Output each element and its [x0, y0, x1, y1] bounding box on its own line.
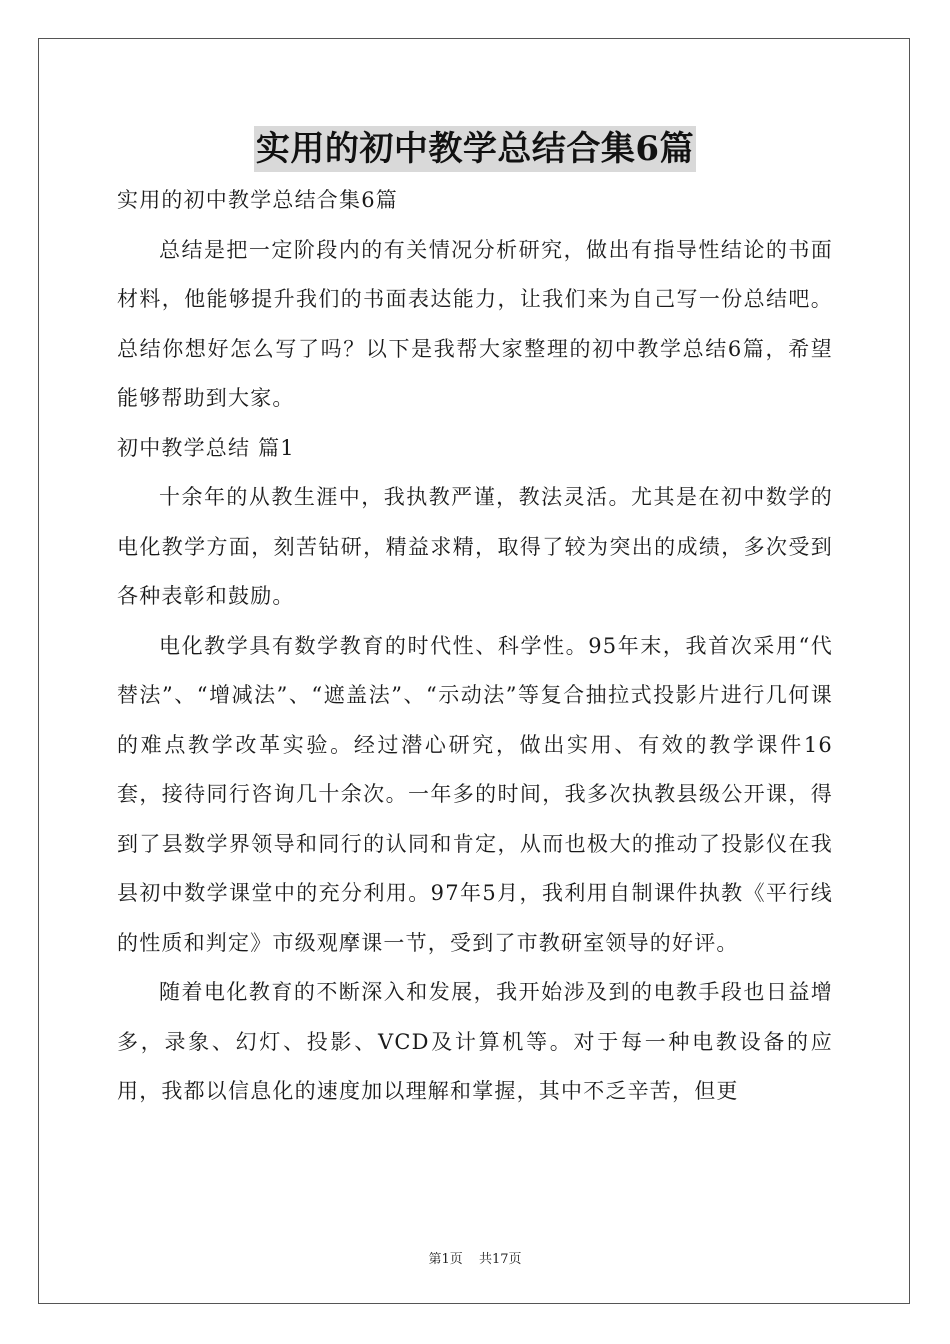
document-body — [117, 176, 833, 1117]
intro-paragraph: 总结是把一定阶段内的有关情况分析研究，做出有指导性结论的书面材料，他能够提升我们的书面表达能力，让我们来为自己写一份总结吧。总结你想好怎么写了吗？以下是我帮大家整理的初中教学总结6篇，希望能够帮助到大家。 — [117, 237, 833, 410]
body-paragraph-3: 随着电化教育的不断深入和发展，我开始涉及到的电教手段也日益增多，录象、幻灯、投影、VCD及计算机等。对于每一种电教设备的应用，我都以信息化的速度加以理解和掌握，其中不乏辛苦，但更 — [117, 980, 833, 1103]
page-footer — [0, 1248, 950, 1267]
body-paragraph-2: 电化教学具有数学教育的时代性、科学性。95年末，我首次采用“代替法”、“增减法”、“遮盖法”、“示动法”等复合抽拉式投影片进行几何课的难点教学改革实验。经过潜心研究，做出实用、有效的教学课件16套，接待同行咨询几十余次。一年多的时间，我多次执教县级公开课，得到了县数学界领导和同行的认同和肯定，从而也极大的推动了投影仪在我县初中数学课堂中的充分利用。97年5月，我利用自制课件执教《平行线的性质和判定》市级观摩课一节，受到了市教研室领导的好评。 — [117, 633, 833, 955]
body-paragraph-1: 十余年的从教生涯中，我执教严谨，教法灵活。尤其是在初中数学的电化教学方面，刻苦钻研，精益求精，取得了较为突出的成绩，多次受到各种表彰和鼓励。 — [117, 485, 833, 608]
title-area — [0, 126, 950, 172]
page-total: 共17页 — [478, 1252, 522, 1267]
page-number: 第1页 — [428, 1252, 463, 1267]
document-subtitle: 实用的初中教学总结合集6篇 — [117, 188, 398, 212]
section-heading: 初中教学总结 篇1 — [117, 435, 295, 460]
document-title: 实用的初中教学总结合集6篇 — [254, 126, 696, 172]
